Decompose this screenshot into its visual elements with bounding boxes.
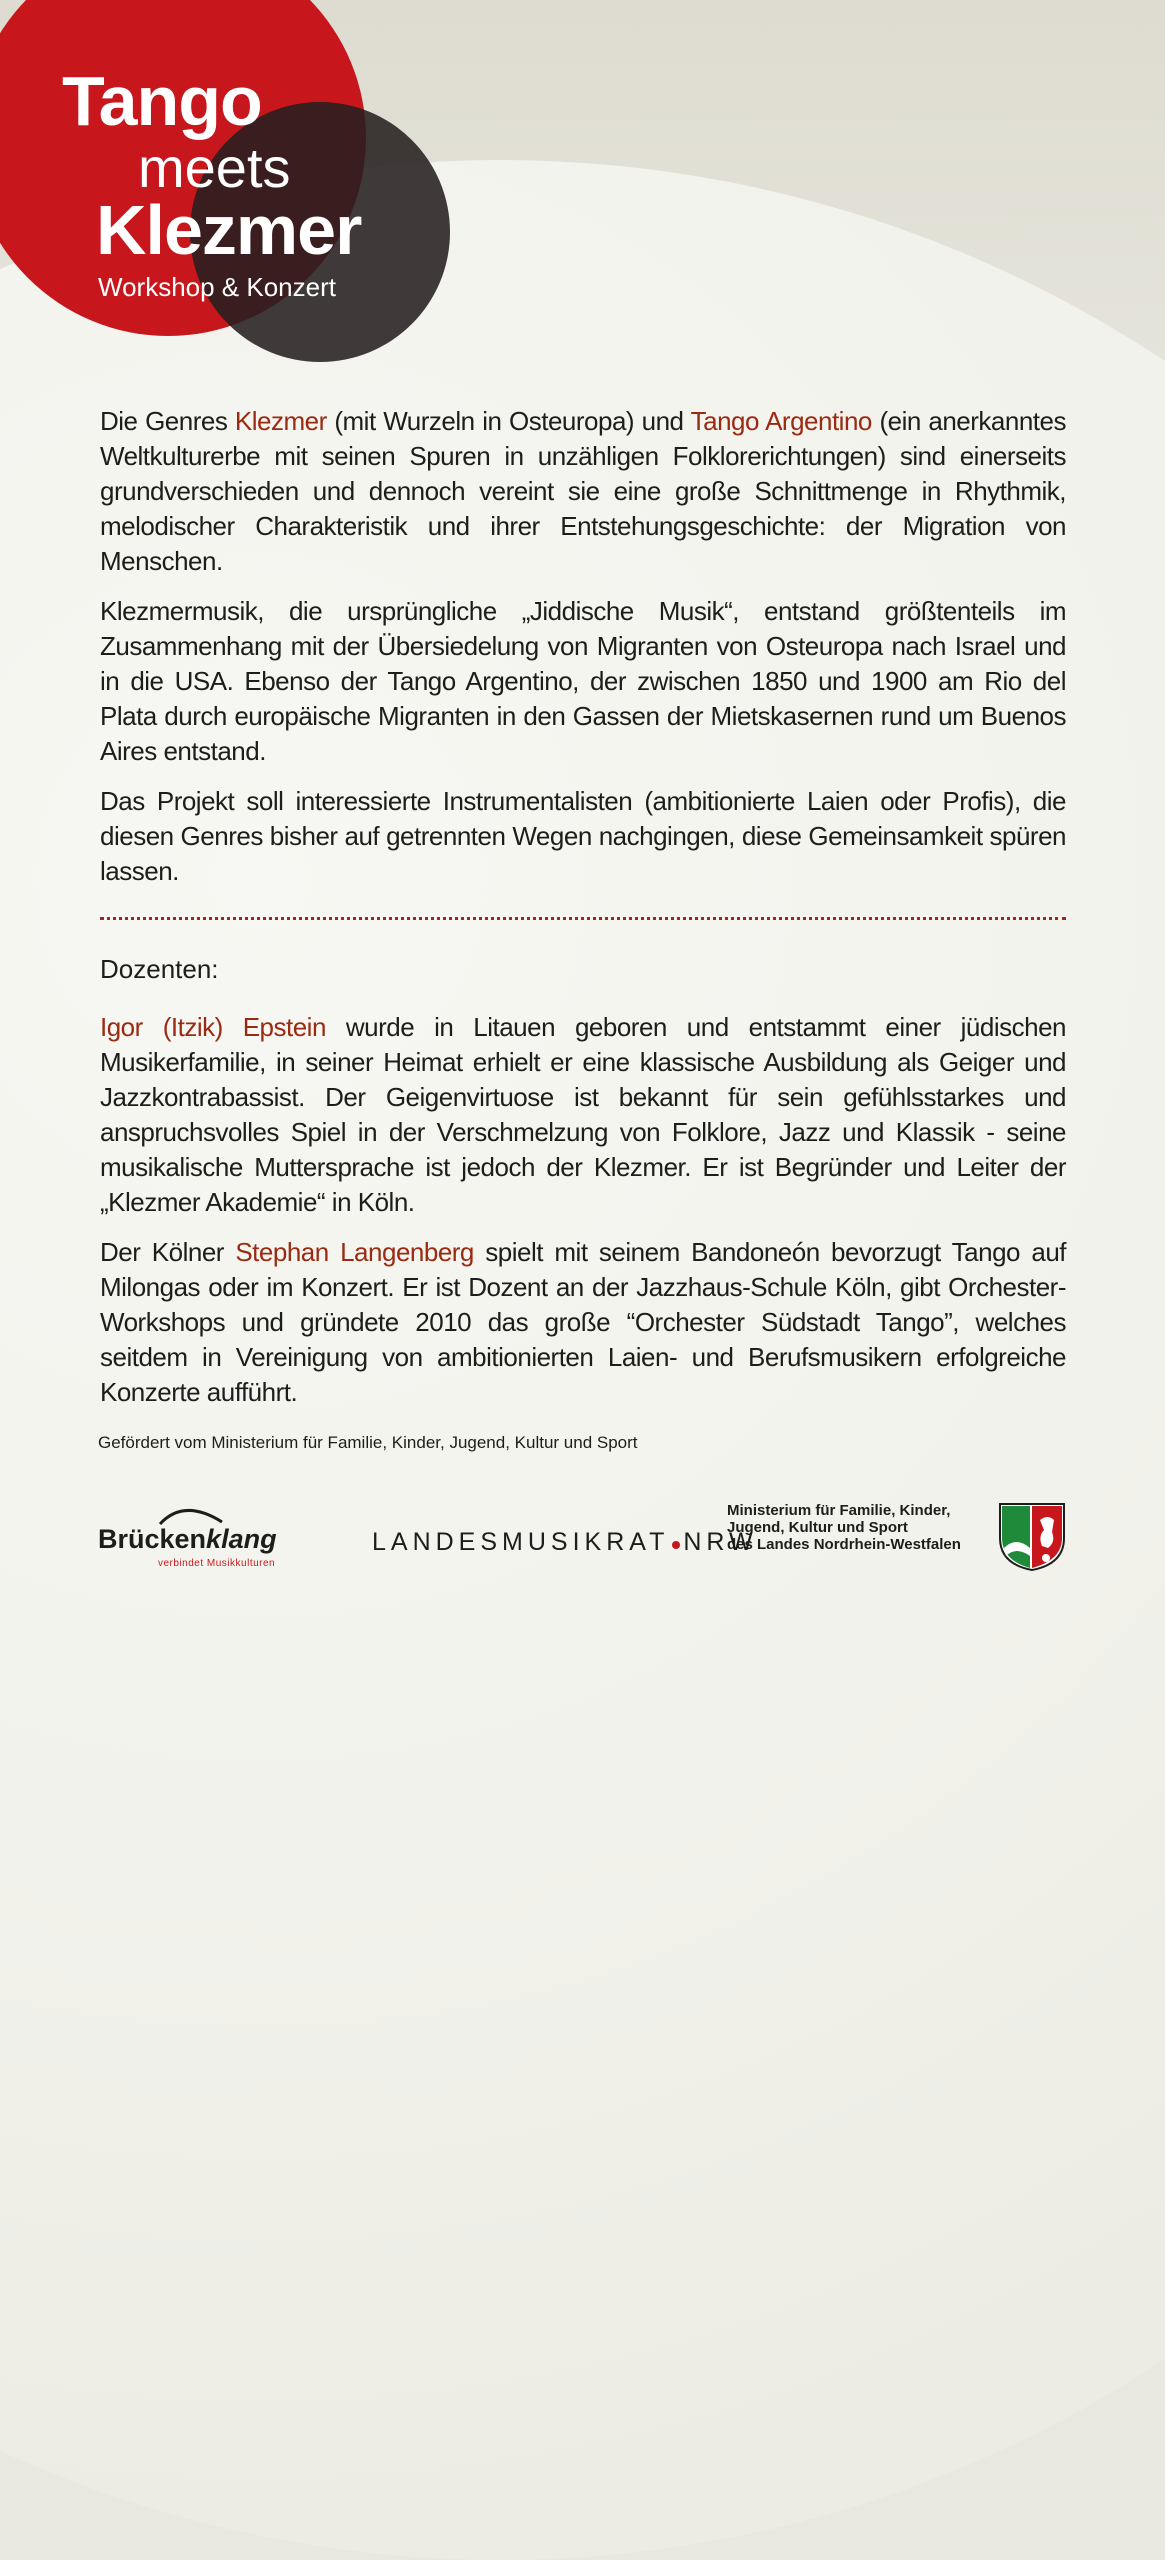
- wordmark-part: Brücken: [98, 1524, 207, 1554]
- ministry-line: Ministerium für Familie, Kinder,: [727, 1502, 951, 1519]
- text: Der Kölner: [100, 1237, 236, 1267]
- ministry-line: des Landes Nordrhein-Westfalen: [727, 1536, 961, 1553]
- title-block: [62, 62, 362, 302]
- subtitle: Workshop & Konzert: [98, 272, 336, 302]
- landesmusikrat-logo: [372, 1528, 758, 1557]
- brueckenklang-tagline: verbindet Musikkulturen: [158, 1558, 276, 1569]
- bridge-arc-icon: [156, 1502, 226, 1526]
- lmr-text-nrw: NRW: [683, 1528, 758, 1556]
- lecturer-name-langenberg: Stephan Langenberg: [235, 1237, 474, 1267]
- text: spielt mit seinem Bandoneón bevorzugt Tango auf Milongas oder im Konzert. Er ist Dozent an der Jazzhaus-Schule Köln, gibt Orchester-Workshops und gründete 2010 das große “Orchester Südstadt Tango”, welches seitdem in Vereinigung von ambitionierten Laien- und Berufsmusikern erfolgreiche Konzerte aufführt.: [100, 1237, 1067, 1407]
- title-tango: Tango: [62, 62, 262, 140]
- ministry-line: Jugend, Kultur und Sport: [727, 1519, 908, 1536]
- main-content: [100, 404, 1066, 1425]
- nrw-crest-icon: [998, 1502, 1066, 1572]
- brueckenklang-wordmark: [98, 1524, 277, 1554]
- wordmark-part-italic: klang: [206, 1524, 277, 1554]
- funding-note: Gefördert vom Ministerium für Familie, Kinder, Jugend, Kultur und Sport: [98, 1433, 638, 1452]
- intro-paragraph-1: [100, 404, 1066, 579]
- brueckenklang-logo: [98, 1502, 298, 1572]
- highlight-tango-argentino: Tango Argentino: [690, 406, 872, 436]
- dotted-divider: [100, 917, 1066, 920]
- intro-paragraph-3: Das Projekt soll interessierte Instrumentalisten (ambitionierte Laien oder Profis), die diesen Genres bisher auf getrennten Wegen nachgingen, diese Gemeinsamkeit spüren lassen.: [100, 786, 1066, 886]
- lecturer-name-epstein: Igor (Itzik) Epstein: [100, 1012, 326, 1042]
- lecturer-paragraph-2: [100, 1235, 1066, 1410]
- lecturers-heading: Dozenten:: [100, 954, 219, 984]
- intro-paragraph-2: Klezmermusik, die ursprüngliche „Jiddische Musik“, entstand größtenteils im Zusammenhang mit der Übersiedelung von Migranten von Osteuropa nach Israel und in die USA. Ebenso der Tango Argentino, der zwischen 1850 und 1900 am Rio del Plata durch europäische Migranten in den Gassen der Mietskasernen rund um Buenos Aires entstand.: [100, 596, 1066, 766]
- title-klezmer: Klezmer: [96, 191, 362, 269]
- text: Die Genres: [100, 406, 235, 436]
- text: wurde in Litauen geboren und entstammt einer jüdischen Musikerfamilie, in seiner Heimat erhielt er eine klassische Ausbildung als Geiger und Jazzkontrabassist. Der Geigenvirtuose ist bekannt für sein gefühlsstarkes und anspruchsvolles Spiel in der Verschmelzung von Folklore, Jazz und Klassik - seine musikalische Muttersprache ist jedoch der Klezmer. Er ist Begründer und Leiter der „Klezmer Akademie“ in Köln.: [100, 1012, 1066, 1217]
- lmr-text: LANDESMUSIKRAT: [372, 1528, 670, 1556]
- red-dot-icon: [672, 1541, 680, 1549]
- text: (ein anerkanntes Weltkulturerbe mit seinen Spuren in unzähligen Folklorerichtungen) sind einerseits grundverschieden und dennoch vereint sie eine große Schnittmenge in Rhythmik, melodischer Charakteristik und ihrer Entstehungsgeschichte: der Migration von Menschen.: [100, 406, 1066, 576]
- lecturer-paragraph-1: [100, 1010, 1066, 1220]
- text: (mit Wurzeln in Osteuropa) und: [326, 406, 691, 436]
- highlight-klezmer: Klezmer: [234, 406, 327, 436]
- title-meets: meets: [138, 136, 291, 199]
- ministry-name: [727, 1502, 977, 1553]
